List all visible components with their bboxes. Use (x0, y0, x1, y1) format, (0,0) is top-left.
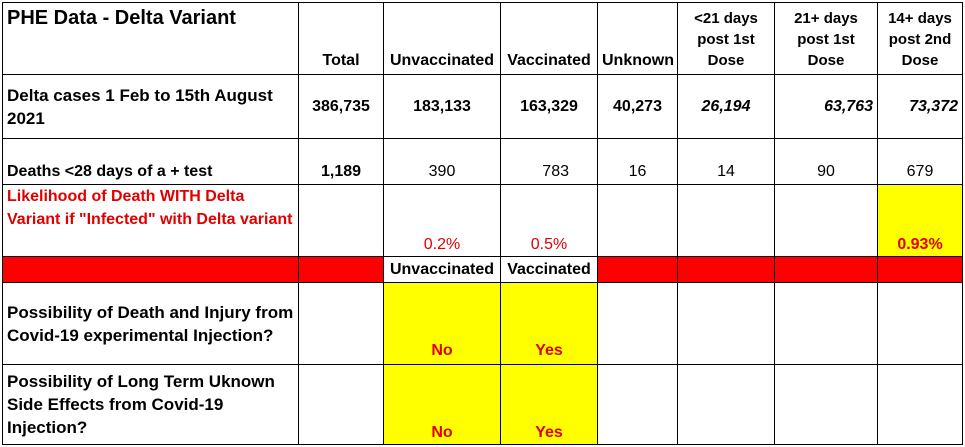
separator-red-label (3, 257, 299, 283)
likelihood-unknown-empty (598, 185, 678, 257)
longterm-14plus-empty (878, 365, 963, 445)
longterm-unknown-empty (598, 365, 678, 445)
longterm-unvaccinated: No (384, 365, 501, 445)
separator-red-lt21 (678, 257, 775, 283)
header-lt21-days: <21 days post 1st Dose (678, 3, 775, 75)
cases-unvaccinated: 183,133 (384, 75, 501, 139)
cases-21plus-days: 63,763 (775, 75, 878, 139)
longterm-21plus-empty (775, 365, 878, 445)
likelihood-label: Likelihood of Death WITH Delta Variant if "Infected" with Delta variant (3, 185, 299, 257)
separator-red-unknown (598, 257, 678, 283)
injury-vaccinated: Yes (501, 283, 598, 365)
injury-unknown-empty (598, 283, 678, 365)
likelihood-unvaccinated: 0.2% (384, 185, 501, 257)
injury-total-empty (299, 283, 384, 365)
injury-14plus-empty (878, 283, 963, 365)
deaths-row (3, 139, 963, 185)
deaths-total: 1,189 (299, 139, 384, 185)
deaths-unknown: 16 (598, 139, 678, 185)
separator-row (3, 257, 963, 283)
separator-red-14plus (878, 257, 963, 283)
likelihood-total-empty (299, 185, 384, 257)
cases-vaccinated: 163,329 (501, 75, 598, 139)
likelihood-21plus-empty (775, 185, 878, 257)
injury-lt21-empty (678, 283, 775, 365)
header-vaccinated: Vaccinated (501, 3, 598, 75)
deaths-label: Deaths <28 days of a + test (3, 139, 299, 185)
longterm-lt21-empty (678, 365, 775, 445)
injury-unvaccinated: No (384, 283, 501, 365)
longterm-label: Possibility of Long Term Uknown Side Effects from Covid-19 Injection? (3, 365, 299, 445)
deaths-21plus-days: 90 (775, 139, 878, 185)
cases-total: 386,735 (299, 75, 384, 139)
separator-red-total (299, 257, 384, 283)
longterm-vaccinated: Yes (501, 365, 598, 445)
likelihood-14plus-days: 0.93% (878, 185, 963, 257)
header-total: Total (299, 3, 384, 75)
separator-red-21plus (775, 257, 878, 283)
header-21plus-days: 21+ days post 1st Dose (775, 3, 878, 75)
header-row (3, 3, 963, 75)
likelihood-vaccinated: 0.5% (501, 185, 598, 257)
header-unvaccinated: Unvaccinated (384, 3, 501, 75)
injury-label: Possibility of Death and Injury from Covid-19 experimental Injection? (3, 283, 299, 365)
likelihood-lt21-empty (678, 185, 775, 257)
phe-delta-table (2, 2, 963, 445)
table-title: PHE Data - Delta Variant (3, 3, 299, 75)
deaths-lt21-days: 14 (678, 139, 775, 185)
cases-row (3, 75, 963, 139)
deaths-14plus-days: 679 (878, 139, 963, 185)
longterm-total-empty (299, 365, 384, 445)
separator-vaccinated: Vaccinated (501, 257, 598, 283)
header-unknown: Unknown (598, 3, 678, 75)
header-14plus-days: 14+ days post 2nd Dose (878, 3, 963, 75)
likelihood-row (3, 185, 963, 257)
injury-row (3, 283, 963, 365)
cases-lt21-days: 26,194 (678, 75, 775, 139)
deaths-unvaccinated: 390 (384, 139, 501, 185)
longterm-row (3, 365, 963, 445)
cases-14plus-days: 73,372 (878, 75, 963, 139)
deaths-vaccinated: 783 (501, 139, 598, 185)
separator-unvaccinated: Unvaccinated (384, 257, 501, 283)
cases-label: Delta cases 1 Feb to 15th August 2021 (3, 75, 299, 139)
cases-unknown: 40,273 (598, 75, 678, 139)
injury-21plus-empty (775, 283, 878, 365)
